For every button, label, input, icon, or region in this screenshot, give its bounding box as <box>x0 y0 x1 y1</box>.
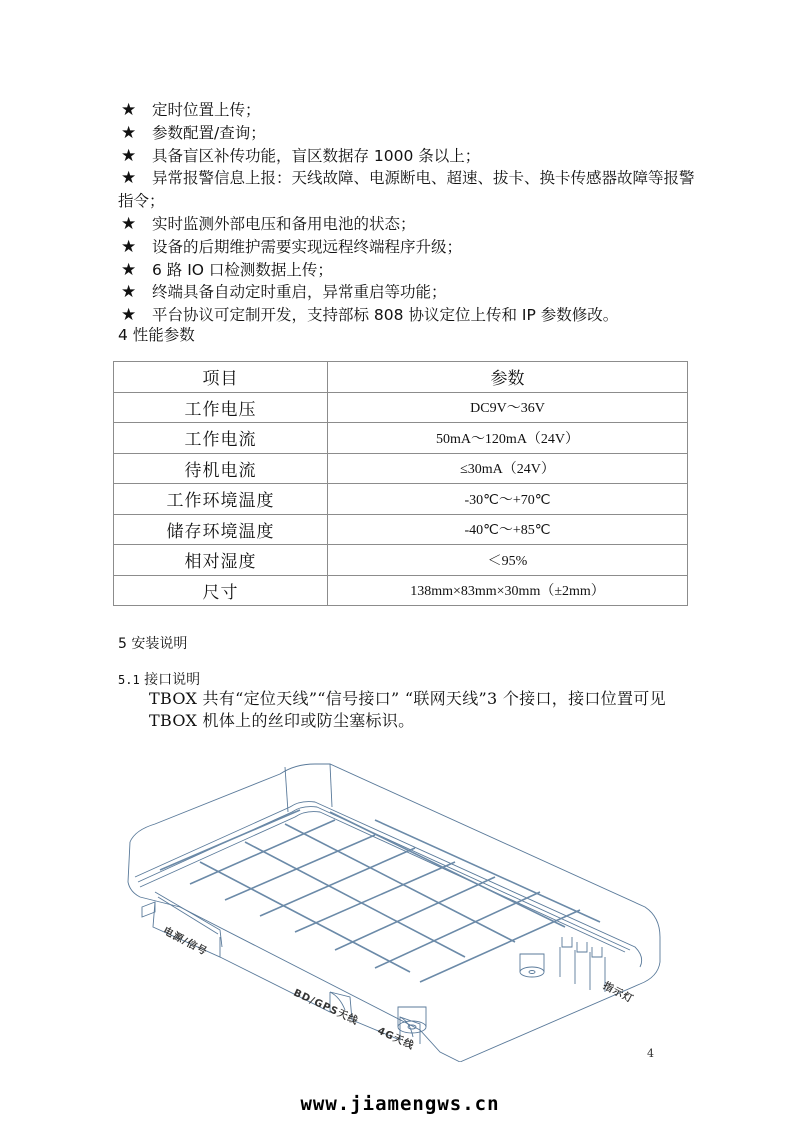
feature-list <box>118 99 698 327</box>
table-row <box>114 545 688 576</box>
feature-item: ★ 参数配置/查询； <box>121 122 266 143</box>
column-header-item: 项目 <box>114 362 328 393</box>
section-heading-interface: 5.1 接口说明 <box>118 672 201 688</box>
column-header-param: 参数 <box>328 362 688 393</box>
spec-table <box>113 361 688 606</box>
star-bullet-icon: ★ <box>121 145 137 166</box>
label-gps-antenna: BD/GPS天线 <box>291 987 361 1028</box>
tbox-wireframe-illustration <box>120 752 680 1062</box>
table-row <box>114 423 688 454</box>
table-cell-value: -30℃～+70℃ <box>328 484 688 515</box>
star-bullet-icon: ★ <box>121 305 137 326</box>
label-4g-antenna: 4G天线 <box>375 1025 416 1053</box>
feature-item: ★ 实时监测外部电压和备用电池的状态； <box>121 213 416 234</box>
table-cell-item: 尺寸 <box>114 575 328 606</box>
table-cell-value: 50mA～120mA（24V） <box>328 423 688 454</box>
feature-item: ★ 平台协议可定制开发，支持部标 808 协议定位上传和 IP 参数修改。 <box>121 305 619 326</box>
label-indicator-light: 指示灯 <box>600 980 636 1006</box>
table-cell-item: 工作环境温度 <box>114 484 328 515</box>
feature-item: ★ 设备的后期维护需要实现远程终端程序升级； <box>121 236 463 257</box>
feature-item: ★ 终端具备自动定时重启，异常重启等功能； <box>121 282 447 303</box>
feature-item: ★ 异常报警信息上报：天线故障、电源断电、超速、拔卡、换卡传感器故障等报警指令； <box>118 168 695 211</box>
table-row <box>114 484 688 515</box>
table-row <box>114 575 688 606</box>
star-bullet-icon: ★ <box>121 213 137 234</box>
table-cell-item: 待机电流 <box>114 453 328 484</box>
table-cell-value: -40℃～+85℃ <box>328 514 688 545</box>
page-number: 4 <box>647 1047 654 1060</box>
table-cell-value: DC9V～36V <box>328 392 688 423</box>
table-header-row <box>114 362 688 393</box>
star-bullet-icon: ★ <box>121 259 137 280</box>
tbox-housing-diagram <box>120 752 680 1062</box>
table-cell-value: ≤30mA（24V） <box>328 453 688 484</box>
interface-description: TBOX 共有“定位天线”“信号接口” “联网天线”3 个接口，接口位置可见 TBOX 机体上的丝印或防尘塞标识。 <box>149 689 666 730</box>
star-bullet-icon: ★ <box>121 282 137 303</box>
star-bullet-icon: ★ <box>121 122 137 143</box>
table-row <box>114 514 688 545</box>
table-cell-item: 相对湿度 <box>114 545 328 576</box>
label-power-signal: 电源/信号 <box>160 925 210 959</box>
section-heading-performance: 4 性能参数 <box>118 326 195 344</box>
table-cell-item: 工作电流 <box>114 423 328 454</box>
table-cell-value: ＜95% <box>328 545 688 576</box>
table-cell-item: 储存环境温度 <box>114 514 328 545</box>
feature-item: ★ 6 路 IO 口检测数据上传； <box>121 259 333 280</box>
table-row <box>114 453 688 484</box>
star-bullet-icon: ★ <box>121 168 137 189</box>
footer-watermark-url: www.jiamengws.cn <box>300 1093 500 1115</box>
feature-item: ★ 定时位置上传； <box>121 100 261 120</box>
table-row <box>114 392 688 423</box>
star-bullet-icon: ★ <box>121 100 137 120</box>
star-bullet-icon: ★ <box>121 236 137 257</box>
section-heading-installation: 5 安装说明 <box>118 636 188 652</box>
feature-item: ★ 具备盲区补传功能，盲区数据存 1000 条以上； <box>121 145 481 166</box>
table-cell-item: 工作电压 <box>114 392 328 423</box>
table-cell-value: 138mm×83mm×30mm（±2mm） <box>328 575 688 606</box>
